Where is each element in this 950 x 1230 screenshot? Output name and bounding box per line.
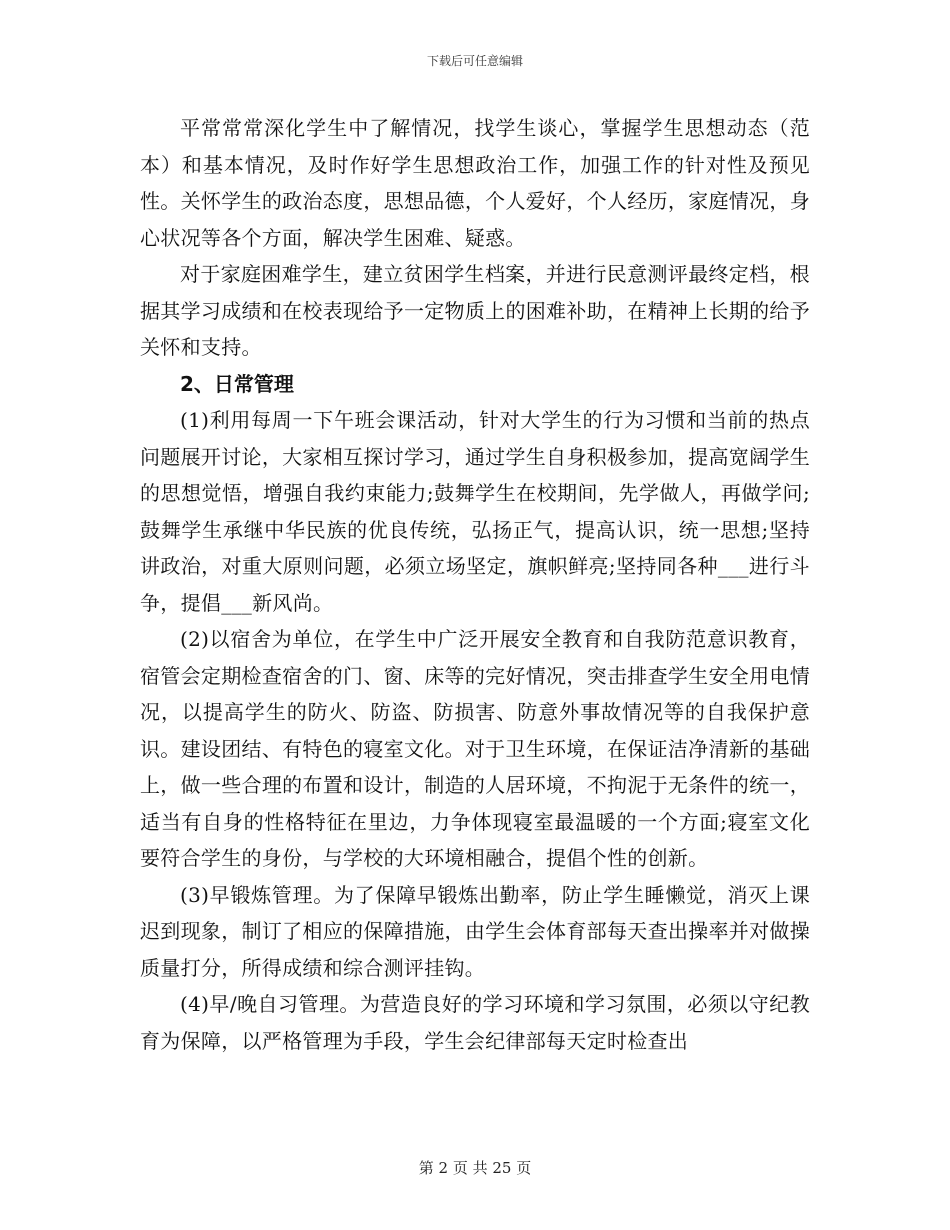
document-body [140,110,810,1059]
section-heading-daily-management: 2、日常管理 [180,371,294,396]
list-item-morning-exercise: (3)早锻炼管理。为了保障早锻炼出勤率，防止学生睡懒觉，消灭上课迟到现象，制订了相应的保障措施，由学生会体育部每天查出操率并对做操质量打分，所得成绩和综合测评挂钩。 [140,882,810,980]
paragraph-student-understanding: 平常常常深化学生中了解情况，找学生谈心，掌握学生思想动态（范本）和基本情况，及时作好学生思想政治工作，加强工作的针对性及预见性。关怀学生的政治态度，思想品德，个人爱好，个人经历，家庭情况，身心状况等各个方面，解决学生困难、疑惑。 [140,116,810,250]
list-item-dormitory: (2)以宿舍为单位，在学生中广泛开展安全教育和自我防范意识教育，宿管会定期检查宿舍的门、窗、床等的完好情况，突击排查学生安全用电情况，以提高学生的防火、防盗、防损害、防意外事故情况等的自我保护意识。建设团结、有特色的寝室文化。对于卫生环境，在保证洁净清新的基础上，做一些合理的布置和设计，制造的人居环境，不拘泥于无条件的统一，适当有自身的性格特征在里边，力争体现寝室最温暖的一个方面;寝室文化要符合学生的身份，与学校的大环境相融合，提倡个性的创新。 [140,627,810,870]
list-item-class-meeting: (1)利用每周一下午班会课活动，针对大学生的行为习惯和当前的热点问题展开讨论，大家相互探讨学习，通过学生自身积极参加，提高宽阔学生的思想觉悟，增强自我约束能力;鼓舞学生在校期间，先学做人，再做学问;鼓舞学生承继中华民族的优良传统，弘扬正气，提高认识，统一思想;坚持讲政治，对重大原则问题，必须立场坚定，旗帜鲜亮;坚持同各种___进行斗争，提倡___新风尚。 [140,408,810,615]
page-number-footer: 第 2 页 共 25 页 [418,1159,532,1177]
page-header: 下载后可任意编辑 [426,54,523,68]
list-item-self-study: (4)早/晚自习管理。为营造良好的学习环境和学习氛围，必须以守纪教育为保障，以严格管理为手段，学生会纪律部每天定时检查出 [140,992,810,1053]
paragraph-poor-students: 对于家庭困难学生，建立贫困学生档案，并进行民意测评最终定档，根据其学习成绩和在校表现给予一定物质上的困难补助，在精神上长期的给予关怀和支持。 [140,262,810,359]
